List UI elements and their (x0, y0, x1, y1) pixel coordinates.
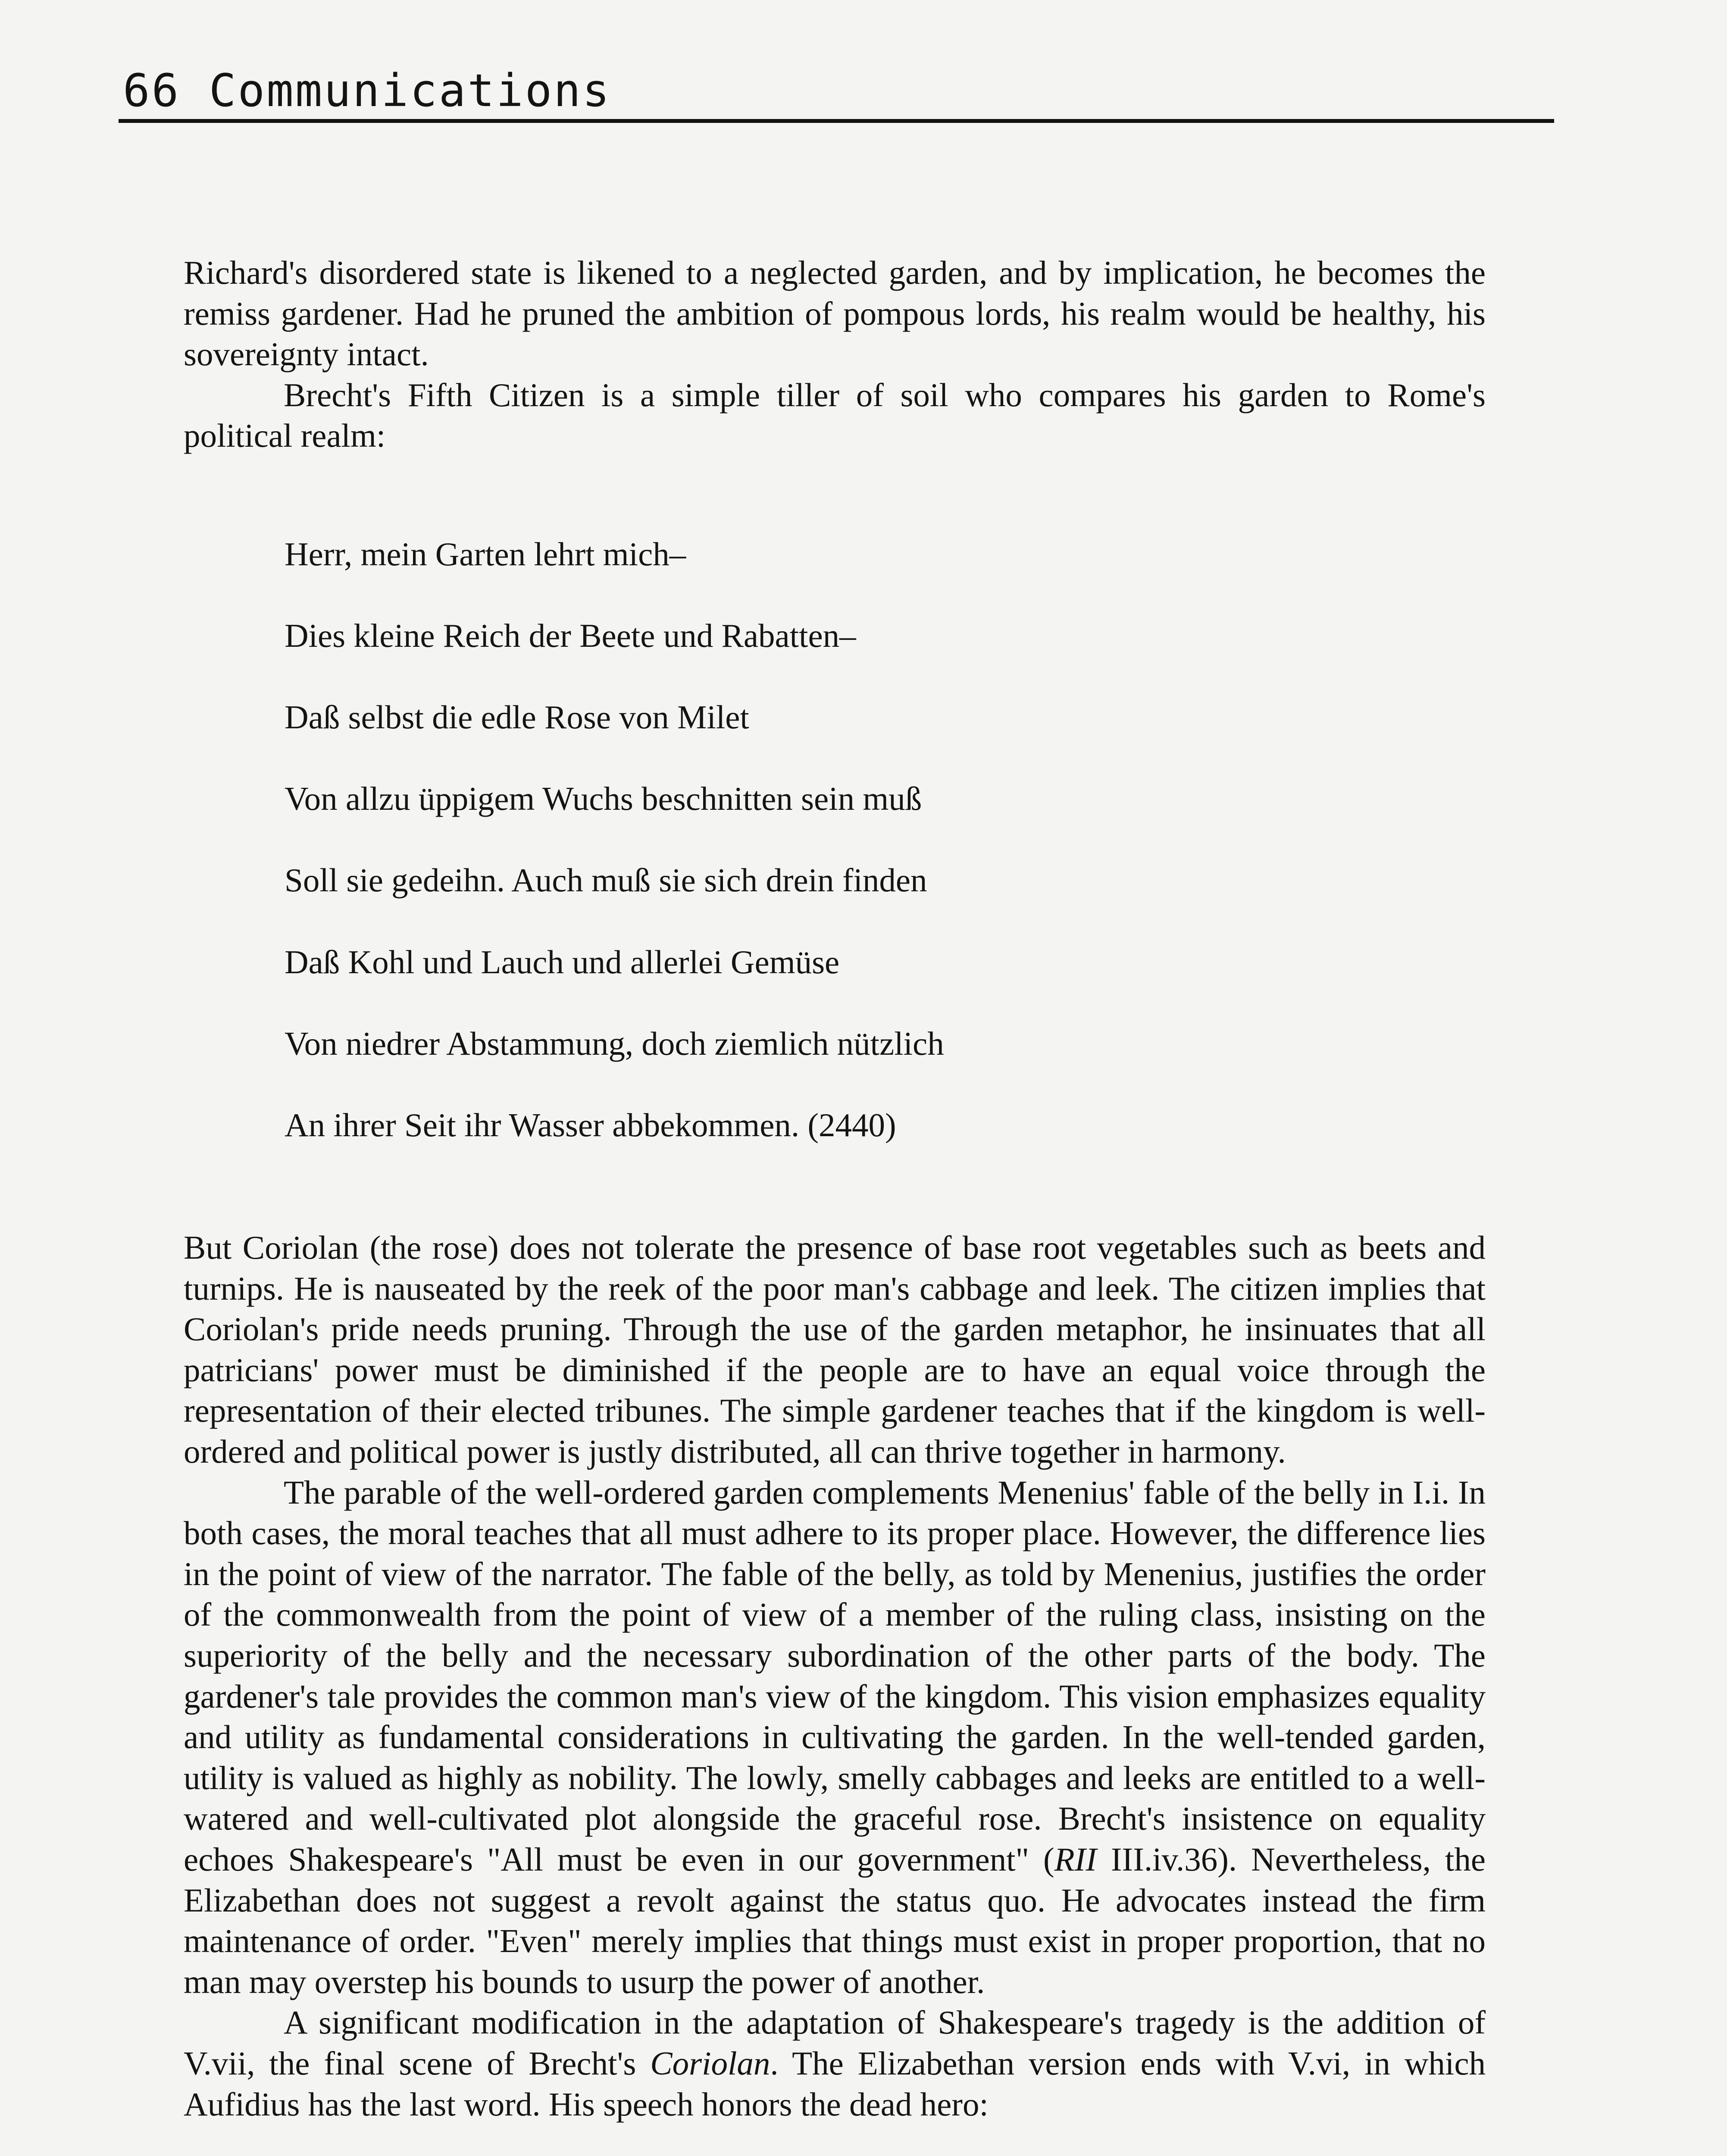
journal-title: Communications (209, 64, 611, 117)
verse-quote-german (285, 493, 1486, 1186)
page-number: 66 (123, 64, 181, 117)
verse-line: Dies kleine Reich der Beete und Rabatten– (285, 617, 856, 654)
paragraph-5 (184, 2002, 1486, 2125)
paragraph-1: Richard's disordered state is likened to a neglected garden, and by implication, he becomes the remiss gardener. Had he pruned the ambition of pompous lords, his realm would be healthy, his sovereignty intact. (184, 254, 1486, 373)
paragraph-4-text-a: The parable of the well-ordered garden complements Menenius' fable of the belly in I.i. In both cases, the moral teaches that all must adhere to its proper place. However, the difference lies in the point of view of the narrator. The fable of the belly, as told by Menenius, justifies the order of the commonwealth from the point of view of a member of the ruling class, insisting on the superiority of the belly and the necessary subordination of the other parts of the body. The gardener's tale provides the common man's view of the kingdom. This vision emphasizes equality and utility as fundamental considerations in cultivating the garden. In the well-tended garden, utility is valued as highly as nobility. The lowly, smelly cabbages and leeks are entitled to a well-watered and well-cultivated plot alongside the graceful rose. Brecht's insistence on equality echoes Shakespeare's "All must be even in our government" ( (184, 1473, 1486, 1878)
verse-line: Herr, mein Garten lehrt mich– (285, 535, 686, 573)
play-title-italic: Coriolan (650, 2044, 770, 2082)
running-header-text (123, 65, 611, 116)
paragraph-2: Brecht's Fifth Citizen is a simple tiller of soil who compares his garden to Rome's political realm: (184, 376, 1486, 454)
verse-line: An ihrer Seit ihr Wasser abbekommen. (2440) (285, 1106, 896, 1144)
body-text (184, 252, 1486, 2156)
verse-line: Von allzu üppigem Wuchs beschnitten sein muß (285, 780, 922, 818)
header-rule (119, 119, 1554, 123)
verse-line: Von niedrer Abstammung, doch ziemlich nützlich (285, 1025, 944, 1062)
paragraph-3: But Coriolan (the rose) does not tolerate the presence of base root vegetables such as beets and turnips. He is nauseated by the reek of the poor man's cabbage and leek. The citizen implies that Coriolan's pride needs pruning. Through the use of the garden metaphor, he insinuates that all patricians' power must be diminished if the people are to have an equal voice through the representation of their elected tribunes. The simple gardener teaches that if the kingdom is well-ordered and political power is justly distributed, all can thrive together in harmony. (184, 1229, 1486, 1470)
paragraph-4-text-b: III.iv.36). Nevertheless, the Elizabethan does not suggest a revolt against the status quo. He advocates instead the firm maintenance of order. "Even" merely implies that things must exist in proper proportion, that no man may overstep his bounds to usurp the power of another. (184, 1840, 1486, 2000)
play-reference-italic: RII (1054, 1840, 1097, 1878)
paragraph-4 (184, 1472, 1486, 2002)
paragraph-5-text-a: A significant modification in the adaptation of Shakespeare's tragedy is the addition of V.vii, the final scene of Brecht's (184, 2004, 1486, 2082)
running-header (119, 56, 1554, 121)
verse-line: Daß Kohl und Lauch und allerlei Gemüse (285, 943, 840, 981)
verse-line: Soll sie gedeihn. Auch muß sie sich drein finden (285, 862, 927, 899)
verse-line: Daß selbst die edle Rose von Milet (285, 698, 749, 736)
paragraph-5-text-b: . The Elizabethan version ends with V.vi, in which Aufidius has the last word. His speech honors the dead hero: (184, 2044, 1486, 2123)
